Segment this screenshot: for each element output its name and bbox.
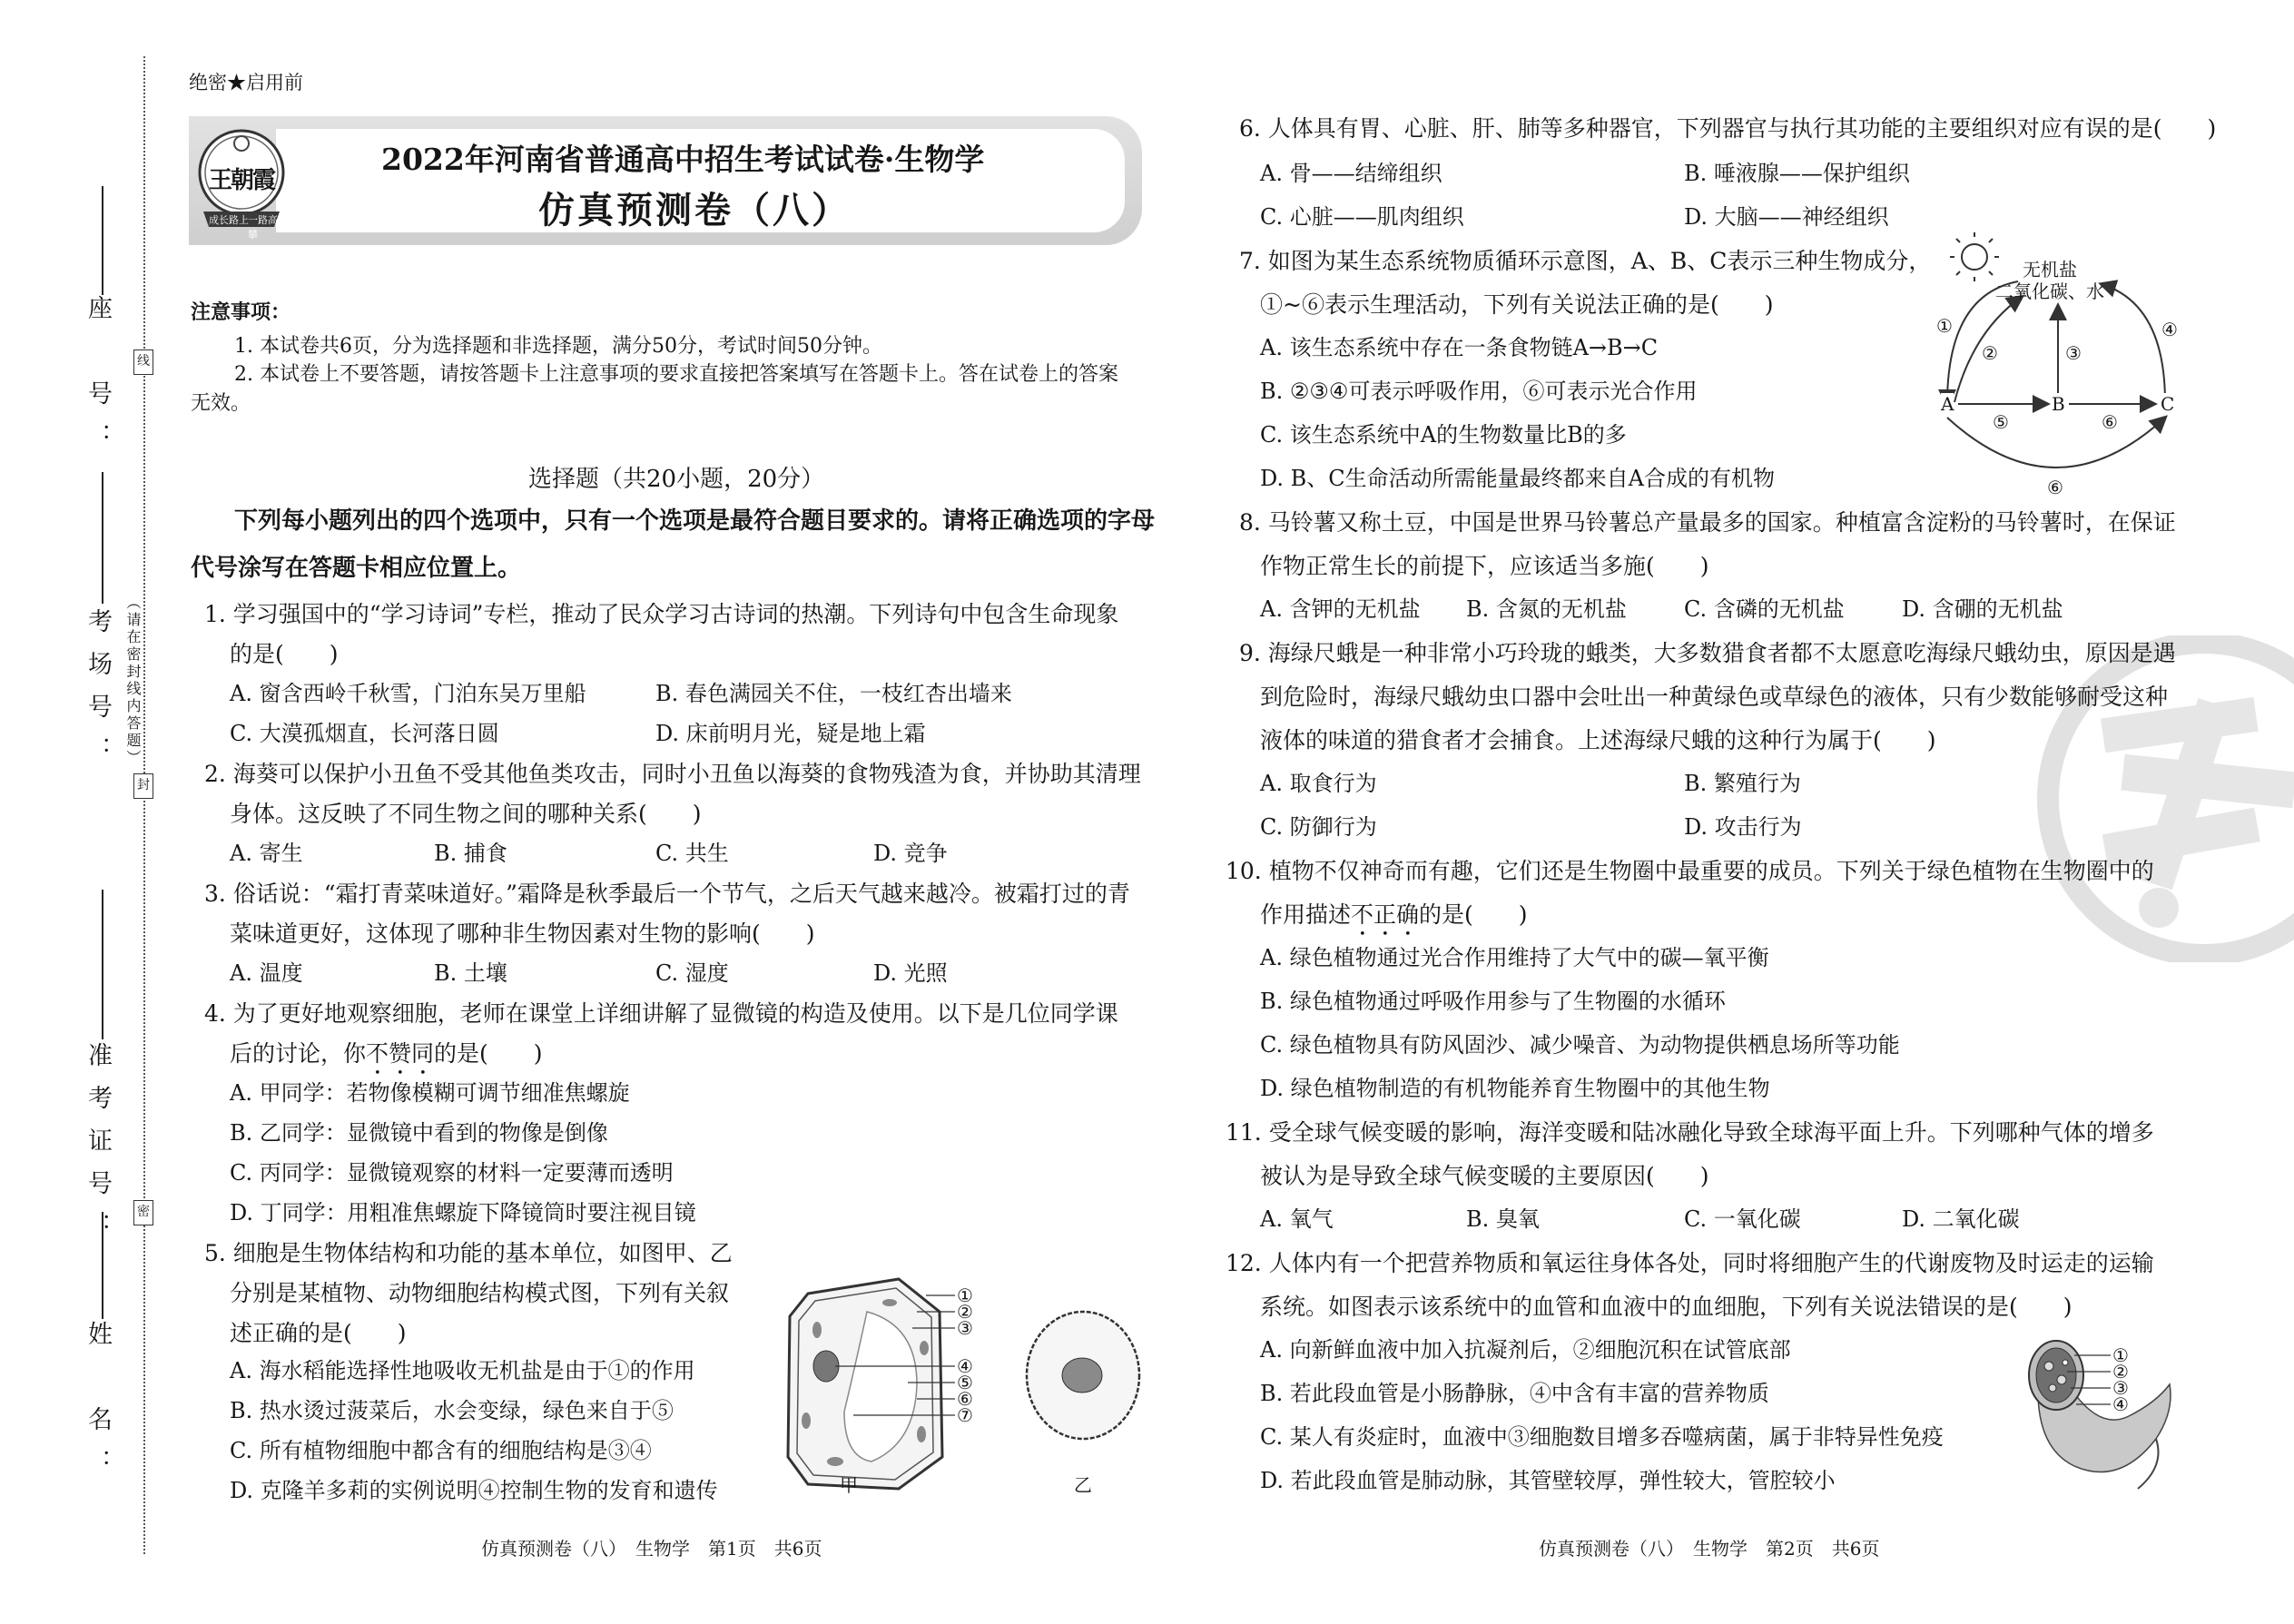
q10-option-a[interactable]: A. 绿色植物通过光合作用维持了大气中的碳—氧平衡 — [1260, 945, 1769, 970]
q8-option-d[interactable]: D. 含硼的无机盐 — [1902, 596, 2063, 622]
name-label: 姓 名： — [84, 1321, 112, 1491]
section-instruction-line-2: 代号涂写在答题卡相应位置上。 — [191, 555, 522, 582]
q5-cell-figure — [781, 1275, 1144, 1493]
q1-option-d[interactable]: D. 床前明月光，疑是地上霜 — [655, 721, 926, 746]
q1-option-a[interactable]: A. 窗含西岭千秋雪，门泊东吴万里船 — [230, 681, 586, 706]
q12-option-b[interactable]: B. 若此段血管是小肠静脉，④中含有丰富的营养物质 — [1260, 1381, 1769, 1406]
q7-node-c: C — [2161, 393, 2175, 415]
q7-arrow-label-6a: ⑥ — [2102, 411, 2118, 433]
q10-option-d[interactable]: D. 绿色植物制造的有机物能养育生物圈中的其他生物 — [1260, 1076, 1770, 1101]
q12-fig-label-1: ① — [2112, 1344, 2129, 1366]
q7-arrow-label-3: ③ — [2065, 342, 2082, 364]
sun-icon — [1950, 232, 1999, 281]
q4-option-c[interactable]: C. 丙同学：显微镜观察的材料一定要薄而透明 — [230, 1160, 674, 1186]
q10-stem-emphasis: 不正确 — [1351, 901, 1420, 928]
q4-stem-line-1: 4. 为了更好地观察细胞，老师在课堂上详细讲解了显微镜的构造及使用。以下是几位同学课 — [204, 1000, 1118, 1027]
q1-option-b[interactable]: B. 春色满园关不住，一枝红杏出墙来 — [655, 681, 1012, 706]
q6-option-c[interactable]: C. 心脏——肌肉组织 — [1260, 204, 1464, 230]
q6-option-a[interactable]: A. 骨——结缔组织 — [1260, 161, 1442, 186]
q5-fig-label-5: ⑤ — [957, 1372, 973, 1393]
q12-fig-label-2: ② — [2112, 1361, 2129, 1383]
q4-stem-part-b: 的是( ) — [434, 1040, 543, 1067]
exam-number-label: 准考证号： — [84, 1042, 112, 1255]
q6-option-d[interactable]: D. 大脑——神经组织 — [1684, 204, 1889, 230]
q7-fig-top-2: 二氧化碳、水 — [1995, 281, 2104, 302]
q11-option-a[interactable]: A. 氧气 — [1260, 1206, 1334, 1232]
q10-stem-line-2 — [1260, 901, 1528, 941]
q5-fig-label-2: ② — [957, 1301, 973, 1323]
q11-option-c[interactable]: C. 一氧化碳 — [1684, 1206, 1801, 1232]
q3-option-b[interactable]: B. 土壤 — [434, 960, 507, 986]
exam-title: 2022年河南省普通高中招生考试试卷·生物学 — [381, 142, 985, 177]
q4-option-b[interactable]: B. 乙同学：显微镜中看到的物像是倒像 — [230, 1120, 608, 1146]
q2-option-c[interactable]: C. 共生 — [655, 841, 729, 866]
q7-option-c[interactable]: C. 该生态系统中A的生物数量比B的多 — [1260, 422, 1627, 448]
q12-option-a[interactable]: A. 向新鲜血液中加入抗凝剂后，②细胞沉积在试管底部 — [1260, 1337, 1791, 1363]
q5-fig-label-3: ③ — [957, 1317, 973, 1339]
q4-stem-part-a: 后的讨论，你 — [230, 1040, 367, 1067]
q5-fig-label-7: ⑦ — [957, 1404, 973, 1426]
section-title: 选择题（共20小题，20分） — [528, 466, 825, 493]
notes-heading: 注意事项： — [191, 300, 291, 324]
room-label: 考场号： — [84, 608, 112, 779]
q10-stem-line-1: 10. 植物不仅神奇而有趣，它们还是生物圈中最重要的成员。下列关于绿色植物在生物圈中的 — [1226, 858, 2154, 884]
secret-mark: 绝密★启用前 — [189, 72, 303, 94]
q11-stem-line-1: 11. 受全球气候变暖的影响，海洋变暖和陆冰融化导致全球海平面上升。下列哪种气体的增多 — [1226, 1119, 2154, 1146]
q5-fig-label-1: ① — [957, 1284, 973, 1306]
name-field[interactable] — [102, 1212, 103, 1319]
q9-option-c[interactable]: C. 防御行为 — [1260, 814, 1377, 840]
exam-number-field[interactable] — [102, 890, 103, 1039]
q5-stem-line-2: 分别是某植物、动物细胞结构模式图，下列有关叙 — [230, 1280, 730, 1306]
q7-cycle-figure — [1920, 231, 2192, 504]
q10-option-b[interactable]: B. 绿色植物通过呼吸作用参与了生物圈的水循环 — [1260, 989, 1726, 1014]
room-field[interactable] — [102, 472, 103, 604]
q3-stem-line-1: 3. 俗话说：“霜打青菜味道好。”霜降是秋季最后一个节气，之后天气越来越冷。被霜打过的青 — [204, 881, 1130, 907]
footer-right-page: 仿真预测卷（八） 生物学 第2页 共6页 — [1539, 1538, 1880, 1560]
q12-option-d[interactable]: D. 若此段血管是肺动脉，其管壁较厚，弹性较大，管腔较小 — [1260, 1468, 1836, 1493]
q3-option-c[interactable]: C. 湿度 — [655, 960, 729, 986]
q8-stem-line-1: 8. 马铃薯又称土豆，中国是世界马铃薯总产量最多的国家。种植富含淀粉的马铃薯时，在保证 — [1239, 509, 2176, 536]
q2-option-a[interactable]: A. 寄生 — [230, 841, 303, 866]
q12-fig-label-4: ④ — [2112, 1393, 2129, 1415]
q7-node-b: B — [2052, 393, 2065, 415]
q12-option-c[interactable]: C. 某人有炎症时，血液中③细胞数目增多吞噬病菌，属于非特异性免疫 — [1260, 1424, 1944, 1450]
q12-fig-label-3: ③ — [2112, 1377, 2129, 1399]
q12-vessel-figure — [2020, 1330, 2183, 1493]
q5-option-a[interactable]: A. 海水稻能选择性地吸收无机盐是由于①的作用 — [230, 1358, 695, 1383]
q1-option-c[interactable]: C. 大漠孤烟直，长河落日圆 — [230, 721, 499, 746]
q10-stem-part-a: 作用描述 — [1260, 901, 1352, 928]
notes-item-1: 1. 本试卷共6页，分为选择题和非选择题，满分50分，考试时间50分钟。 — [234, 335, 882, 358]
q8-stem-line-2: 作物正常生长的前提下，应该适当多施( ) — [1260, 553, 1709, 579]
q8-option-c[interactable]: C. 含磷的无机盐 — [1684, 596, 1845, 622]
q3-option-a[interactable]: A. 温度 — [230, 960, 303, 986]
q1-stem-line-2: 的是( ) — [230, 641, 339, 667]
q7-stem-line-2: ①~⑥表示生理活动，下列有关说法正确的是( ) — [1260, 291, 1774, 318]
notes-item-2-line-1: 2. 本试卷上不要答题，请按答题卡上注意事项的要求直接把答案填写在答题卡上。答在试卷上的答案 — [234, 363, 1118, 386]
q5-stem-line-1: 5. 细胞是生物体结构和功能的基本单位，如图甲、乙 — [204, 1240, 733, 1266]
animal-nucleus — [1062, 1358, 1102, 1393]
dotted-cut-line — [143, 56, 145, 1554]
q9-option-d[interactable]: D. 攻击行为 — [1684, 814, 1802, 840]
logo-name: 王朝霞 — [208, 167, 274, 194]
q5-option-c[interactable]: C. 所有植物细胞中都含有的细胞结构是③④ — [230, 1438, 652, 1463]
q7-arrow-label-5: ⑤ — [1993, 411, 2009, 433]
q5-option-b[interactable]: B. 热水烫过菠菜后，水会变绿，绿色来自于⑤ — [230, 1398, 674, 1423]
q5-fig-label-6: ⑥ — [957, 1388, 973, 1410]
q7-arrow-label-2: ② — [1982, 342, 1998, 364]
q5-fig-caption-yi: 乙 — [1074, 1474, 1092, 1496]
cut-mark-seal: 封 — [133, 773, 153, 799]
q7-option-a[interactable]: A. 该生态系统中存在一条食物链A→B→C — [1260, 335, 1659, 360]
q6-stem-line-1: 6. 人体具有胃、心脏、肝、肺等多种器官，下列器官与执行其功能的主要组织对应有误的是( ) — [1239, 115, 2217, 142]
q11-option-b[interactable]: B. 臭氧 — [1466, 1206, 1540, 1232]
seat-field[interactable] — [102, 186, 103, 295]
q11-option-d[interactable]: D. 二氧化碳 — [1902, 1206, 2020, 1232]
q10-option-c[interactable]: C. 绿色植物具有防风固沙、减少噪音、为动物提供栖息场所等功能 — [1260, 1032, 1900, 1058]
q8-option-a[interactable]: A. 含钾的无机盐 — [1260, 596, 1421, 622]
q4-option-a[interactable]: A. 甲同学：若物像模糊可调节细准焦螺旋 — [230, 1080, 630, 1106]
q7-stem-line-1: 7. 如图为某生态系统物质循环示意图，A、B、C表示三种生物成分， — [1239, 248, 1932, 274]
q3-option-d[interactable]: D. 光照 — [873, 960, 948, 986]
q2-option-b[interactable]: B. 捕食 — [434, 841, 507, 866]
q12-stem-line-1: 12. 人体内有一个把营养物质和氧运往身体各处，同时将细胞产生的代谢废物及时运走的运输 — [1226, 1250, 2154, 1276]
q8-option-b[interactable]: B. 含氮的无机盐 — [1466, 596, 1627, 622]
exam-subtitle: 仿真预测卷（八） — [538, 189, 851, 231]
q7-option-d[interactable]: D. B、C生命活动所需能量最终都来自A合成的有机物 — [1260, 466, 1775, 491]
q7-arrow-label-6b: ⑥ — [2047, 477, 2063, 498]
logo-motto-right: 一路高攀 — [248, 214, 278, 241]
q9-option-a[interactable]: A. 取食行为 — [1260, 771, 1377, 796]
q1-stem-line-1: 1. 学习强国中的“学习诗词”专栏，推动了民众学习古诗词的热潮。下列诗句中包含生命现象 — [204, 601, 1119, 627]
seal-notice: （请在密封线内答题） — [124, 595, 142, 767]
q9-option-b[interactable]: B. 繁殖行为 — [1684, 771, 1801, 796]
q9-stem-line-1: 9. 海绿尺蛾是一种非常小巧玲珑的蛾类，大多数猎食者都不太愿意吃海绿尺蛾幼虫，原因是遇 — [1239, 640, 2176, 666]
q5-fig-caption-jia: 甲 — [840, 1474, 858, 1496]
q4-stem-emphasis: 不赞同 — [366, 1040, 435, 1067]
logo-motto-left: 成长路上 — [209, 214, 249, 226]
q9-stem-line-3: 液体的味道的猎食者才会捕食。上述海绿尺蛾的这种行为属于( ) — [1260, 727, 1936, 753]
q3-stem-line-2: 菜味道更好，这体现了哪种非生物因素对生物的影响( ) — [230, 920, 815, 947]
notes-item-2-line-2: 无效。 — [191, 392, 251, 415]
q4-option-d[interactable]: D. 丁同学：用粗准焦螺旋下降镜筒时要注视目镜 — [230, 1200, 696, 1225]
q7-arrow-label-1: ① — [1936, 315, 1953, 337]
q2-stem-line-2: 身体。这反映了不同生物之间的哪种关系( ) — [230, 801, 702, 827]
q2-option-d[interactable]: D. 竞争 — [873, 841, 948, 866]
q7-fig-top-1: 无机盐 — [2023, 259, 2077, 281]
q7-option-b[interactable]: B. ②③④可表示呼吸作用，⑥可表示光合作用 — [1260, 379, 1698, 404]
q5-option-d[interactable]: D. 克隆羊多莉的实例说明④控制生物的发育和遗传 — [230, 1478, 718, 1503]
q6-option-b[interactable]: B. 唾液腺——保护组织 — [1684, 161, 1910, 186]
q4-stem-line-2 — [230, 1040, 543, 1080]
q12-stem-line-2: 系统。如图表示该系统中的血管和血液中的血细胞，下列有关说法错误的是( ) — [1260, 1294, 2072, 1320]
q11-stem-line-2: 被认为是导致全球气候变暖的主要原因( ) — [1260, 1163, 1709, 1189]
q5-fig-label-4: ④ — [957, 1355, 973, 1377]
cut-mark-line: 线 — [133, 349, 153, 375]
publisher-logo — [196, 116, 287, 243]
seat-label: 座 号： — [84, 295, 112, 466]
section-instruction-line-1: 下列每小题列出的四个选项中，只有一个选项是最符合题目要求的。请将正确选项的字母 — [234, 507, 1156, 535]
cut-mark-secret: 密 — [133, 1200, 153, 1225]
q7-arrow-label-4: ④ — [2161, 319, 2178, 340]
footer-left-page: 仿真预测卷（八） 生物学 第1页 共6页 — [481, 1538, 822, 1560]
q10-stem-part-b: 的是( ) — [1419, 901, 1528, 928]
q9-stem-line-2: 到危险时，海绿尺蛾幼虫口器中会吐出一种黄绿色或草绿色的液体，只有少数能够耐受这种 — [1260, 684, 2169, 710]
q5-stem-line-3: 述正确的是( ) — [230, 1320, 407, 1346]
q7-node-a: A — [1941, 393, 1954, 415]
plant-nucleus — [813, 1351, 839, 1382]
q2-stem-line-1: 2. 海葵可以保护小丑鱼不受其他鱼类攻击，同时小丑鱼以海葵的食物残渣为食，并协助其清理 — [204, 761, 1141, 787]
